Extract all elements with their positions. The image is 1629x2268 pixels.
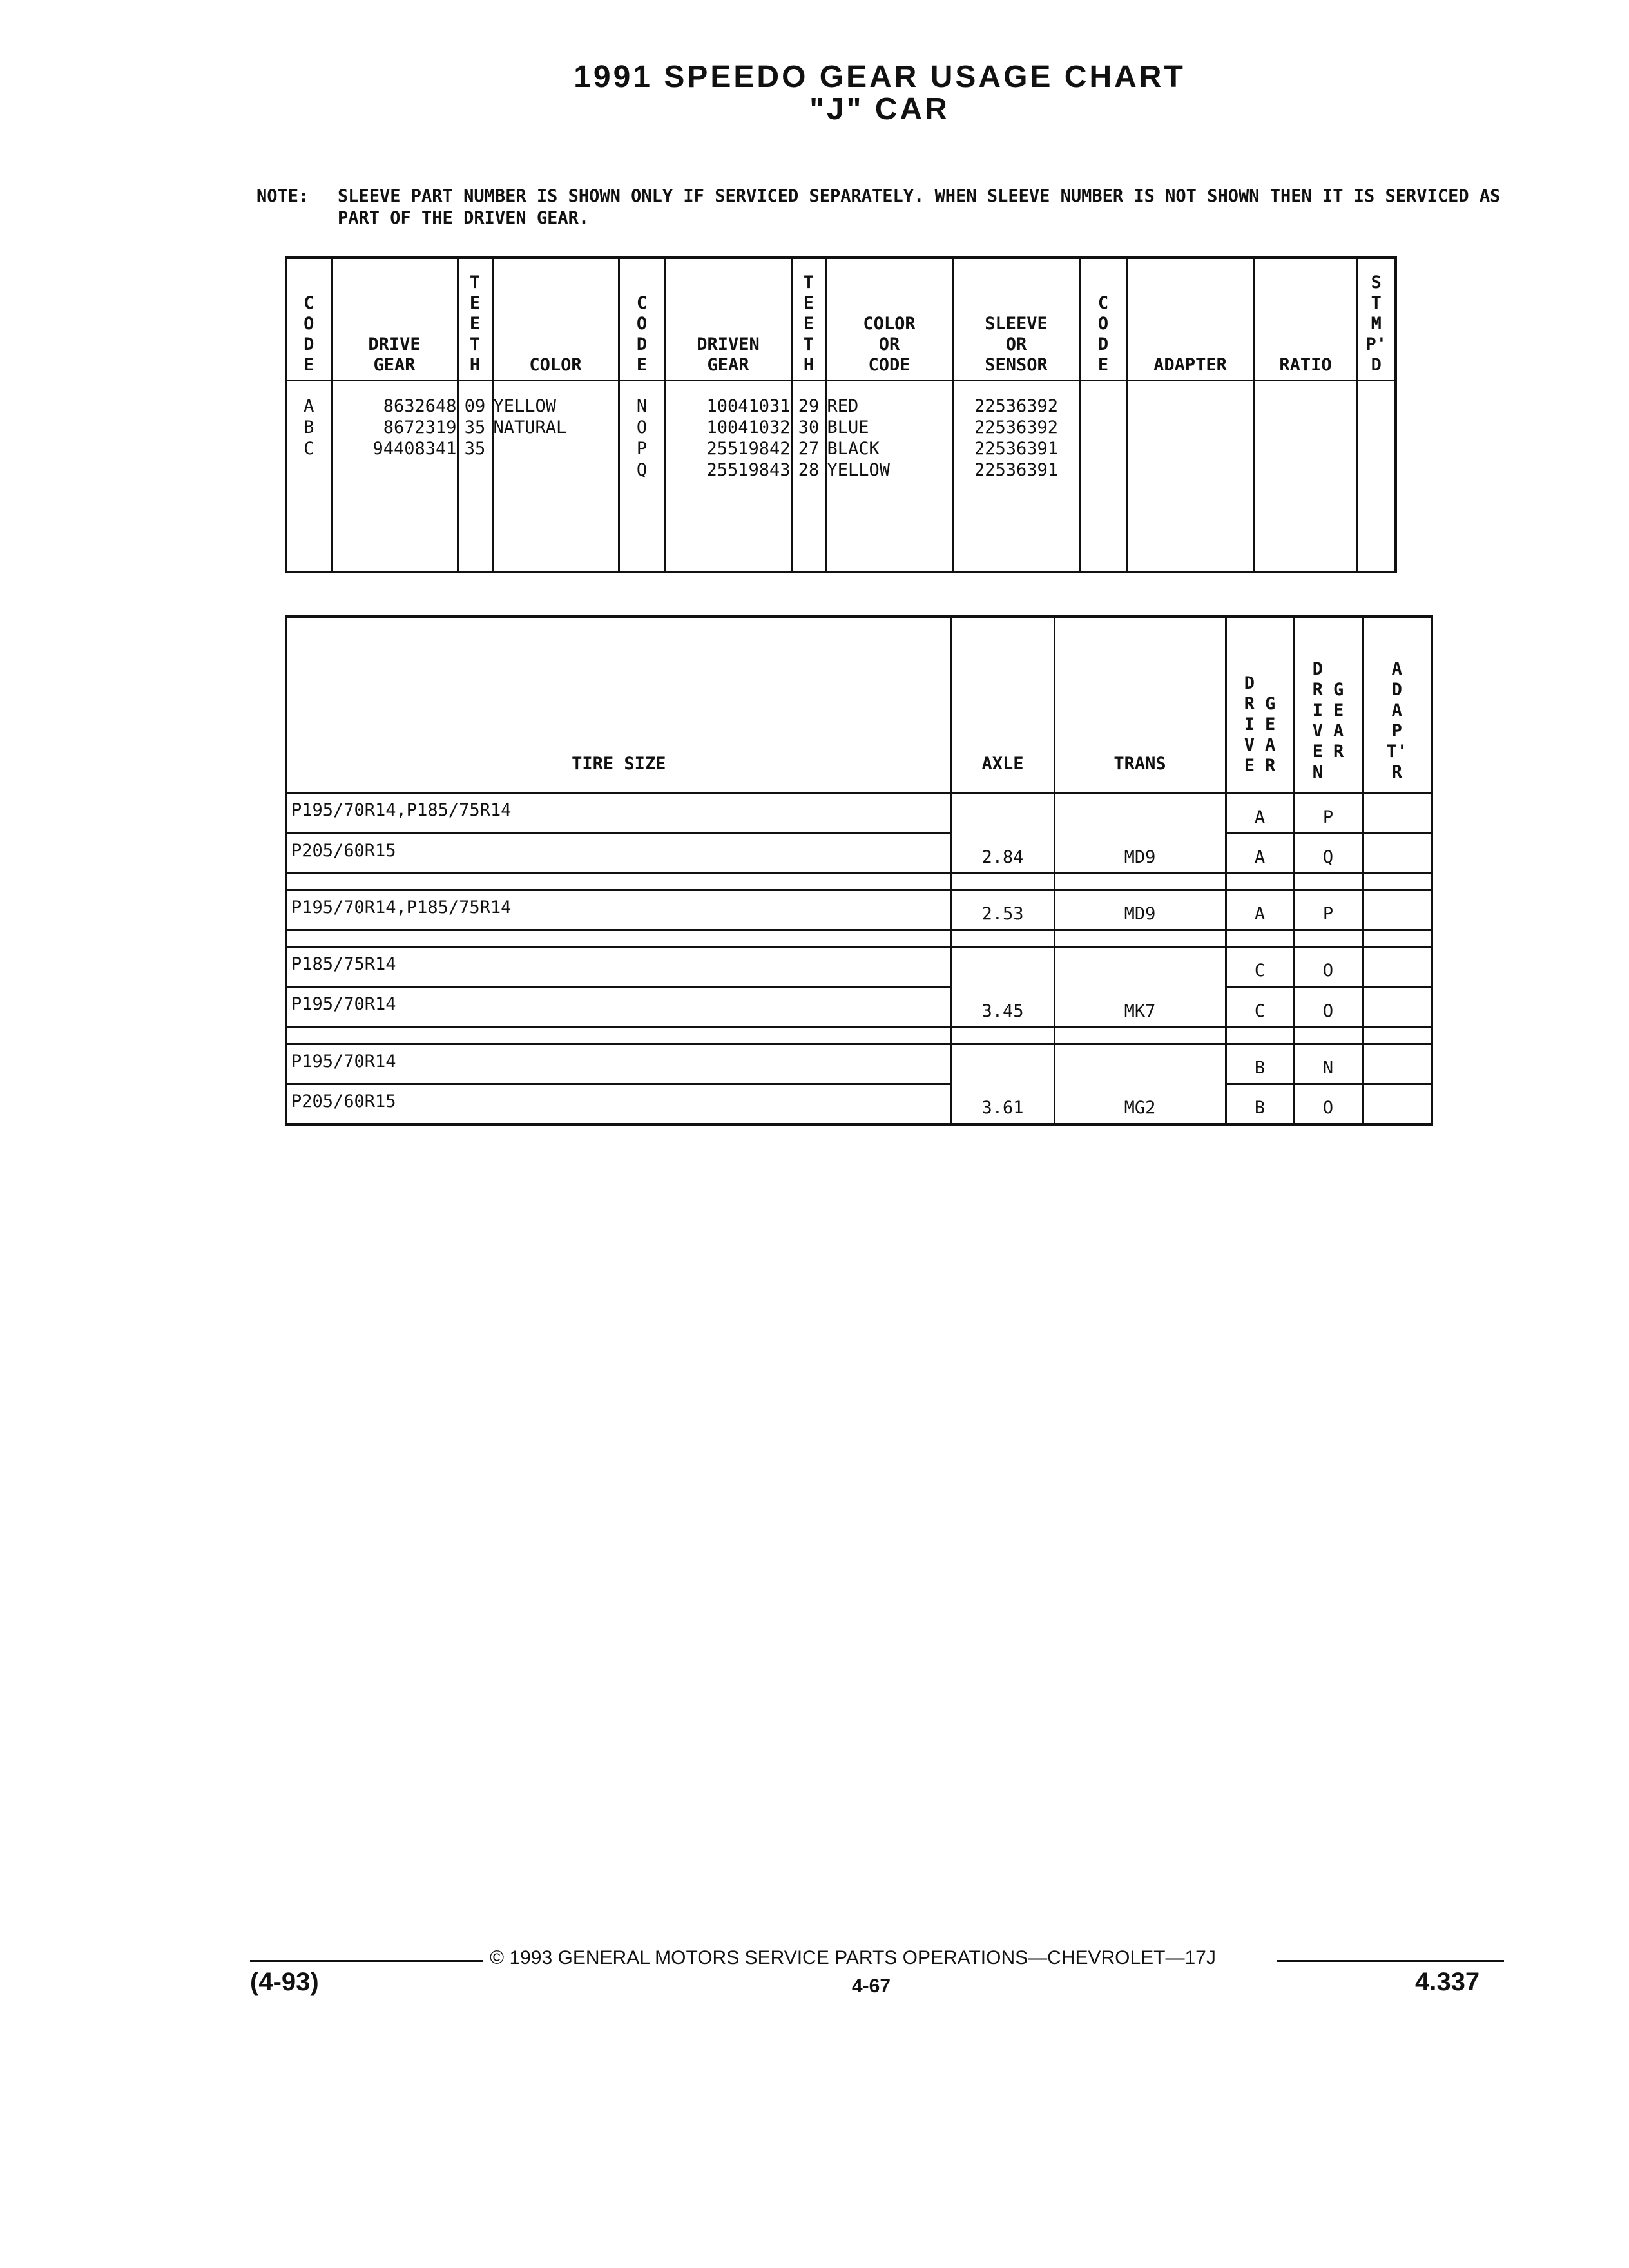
driven-gear-code-cell: P <box>1294 890 1362 930</box>
code-3-cell <box>1080 380 1126 572</box>
header-drive-gear-2 <box>1226 617 1294 793</box>
list-entry: A <box>304 396 314 416</box>
list-entry: 8632648 <box>383 396 457 416</box>
list-entry: D <box>1312 659 1323 680</box>
adapter-code-cell <box>1362 833 1432 873</box>
header-word: CODE <box>868 354 911 375</box>
list-entry: E <box>1244 756 1255 776</box>
list-entry: R <box>1333 742 1344 762</box>
trans-cell: MG2 <box>1054 1044 1226 1124</box>
drive-gear-code-cell: A <box>1226 793 1294 833</box>
list-entry: D <box>1097 334 1109 354</box>
trans-cell: MD9 <box>1054 793 1226 874</box>
list-entry: 28 <box>798 459 820 480</box>
driven-code-cell <box>619 380 665 572</box>
list-entry: C <box>304 293 314 313</box>
header-word: SENSOR <box>985 354 1048 375</box>
gear-table <box>285 256 1397 573</box>
header-driven-gear <box>665 258 791 380</box>
list-entry: E <box>636 354 648 375</box>
group-separator <box>286 873 1432 890</box>
footer-date-code: (4-93) <box>250 1968 319 1996</box>
footer-page-number: 4.337 <box>1415 1968 1480 1996</box>
axle-cell: 2.53 <box>951 890 1054 930</box>
list-entry: E <box>469 293 481 313</box>
list-entry: BLUE <box>827 417 869 437</box>
driven-gear-code-cell: N <box>1294 1044 1362 1084</box>
list-entry: E <box>1312 742 1323 762</box>
list-entry: 09 <box>464 396 486 416</box>
list-entry: YELLOW <box>493 396 557 416</box>
separator-cell <box>286 930 951 947</box>
separator-cell <box>286 1027 951 1044</box>
sleeve-cell <box>952 380 1080 572</box>
footer-copyright: © 1993 GENERAL MOTORS SERVICE PARTS OPERATIONS—CHEVROLET—17J <box>490 1947 1216 1968</box>
list-entry: E <box>469 313 481 334</box>
list-entry: BLACK <box>827 438 880 459</box>
list-entry: E <box>1097 354 1109 375</box>
tire-row <box>286 1044 1432 1084</box>
adapter-code-cell <box>1362 1084 1432 1124</box>
trans-cell: MK7 <box>1054 947 1226 1028</box>
header-word: SLEEVE <box>985 313 1048 334</box>
adapter-code-cell <box>1362 890 1432 930</box>
group-separator <box>286 1027 1432 1044</box>
header-color: COLOR <box>492 258 619 380</box>
drive-color-cell <box>492 380 619 572</box>
tire-row <box>286 833 1432 873</box>
header-teeth-1 <box>458 258 492 380</box>
list-entry: P' <box>1365 334 1387 354</box>
footer-rule-left <box>250 1960 483 1962</box>
list-entry: 25519843 <box>706 459 791 480</box>
header-word: DRIVE <box>368 334 421 354</box>
drive-gear-code-cell: C <box>1226 947 1294 987</box>
list-entry: T <box>469 334 481 354</box>
list-entry: 22536392 <box>974 396 1059 416</box>
driven-teeth-cell <box>791 380 826 572</box>
axle-cell: 2.84 <box>951 793 1054 874</box>
list-entry: 35 <box>464 417 486 437</box>
drive-teeth-cell <box>458 380 492 572</box>
header-adapter: ADAPTER <box>1126 258 1254 380</box>
list-entry: E <box>1333 700 1344 721</box>
list-entry: D <box>1244 673 1255 694</box>
separator-cell <box>286 873 951 890</box>
tire-size-cell: P195/70R14,P185/75R14 <box>286 793 951 833</box>
footer-rule-right <box>1277 1960 1504 1962</box>
adapter-code-cell <box>1362 1044 1432 1084</box>
drive-gear-code-cell: B <box>1226 1044 1294 1084</box>
tire-row <box>286 1084 1432 1124</box>
note-label: NOTE: <box>256 186 309 206</box>
drive-code-cell <box>286 380 331 572</box>
list-entry: A <box>1391 659 1402 680</box>
header-word: DRIVEN <box>697 334 760 354</box>
group-separator <box>286 930 1432 947</box>
tire-size-cell: P205/60R15 <box>286 833 951 873</box>
separator-cell <box>1294 873 1362 890</box>
tire-row <box>286 890 1432 930</box>
adapter-code-cell <box>1362 793 1432 833</box>
list-entry: D <box>304 334 314 354</box>
note-text: SLEEVE PART NUMBER IS SHOWN ONLY IF SERVICED SEPARATELY. WHEN SLEEVE NUMBER IS NOT SHOWN THEN IT IS SERVICED AS PART OF THE DRIVEN GEAR. <box>338 186 1501 228</box>
stmpd-cell <box>1357 380 1396 572</box>
gear-table-header <box>286 258 1396 380</box>
list-entry: 35 <box>464 438 486 459</box>
list-entry: RED <box>827 396 859 416</box>
list-entry: 22536391 <box>974 438 1059 459</box>
separator-cell <box>1294 930 1362 947</box>
list-entry: P <box>1391 721 1402 742</box>
header-drive-gear <box>331 258 458 380</box>
list-entry: A <box>1391 700 1402 721</box>
adapter-code-cell <box>1362 947 1432 987</box>
list-entry: D <box>1391 680 1402 700</box>
list-entry: 30 <box>798 417 820 437</box>
list-entry: A <box>1265 735 1276 756</box>
list-entry: 94408341 <box>372 438 457 459</box>
list-entry: R <box>1265 756 1276 776</box>
axle-cell: 3.45 <box>951 947 1054 1028</box>
header-word: COLOR <box>863 313 916 334</box>
list-entry: G <box>1333 680 1344 700</box>
list-entry: 27 <box>798 438 820 459</box>
header-ratio: RATIO <box>1254 258 1357 380</box>
ratio-cell <box>1254 380 1357 572</box>
driven-gear-code-cell: O <box>1294 1084 1362 1124</box>
tire-size-cell: P195/70R14,P185/75R14 <box>286 890 951 930</box>
list-entry: O <box>1097 313 1109 334</box>
header-stmpd <box>1357 258 1396 380</box>
separator-cell <box>1054 873 1226 890</box>
list-entry: B <box>304 417 314 437</box>
list-entry: D <box>636 334 648 354</box>
header-word: GEAR <box>373 354 416 375</box>
driven-gear-code-cell: Q <box>1294 833 1362 873</box>
list-entry: Q <box>636 459 648 480</box>
list-entry: 25519842 <box>706 438 791 459</box>
list-entry: NATURAL <box>493 417 567 437</box>
list-entry: T <box>803 272 815 293</box>
driven-gear-code-cell: O <box>1294 987 1362 1027</box>
separator-cell <box>1226 873 1294 890</box>
list-entry: O <box>636 313 648 334</box>
tire-table-header <box>286 617 1432 793</box>
list-entry: 22536392 <box>974 417 1059 437</box>
trans-cell: MD9 <box>1054 890 1226 930</box>
list-entry: T <box>803 334 815 354</box>
header-color-or-code <box>826 258 952 380</box>
header-word: GEAR <box>707 354 749 375</box>
list-entry: 29 <box>798 396 820 416</box>
list-entry: M <box>1371 313 1382 334</box>
header-axle: AXLE <box>951 617 1054 793</box>
list-entry: O <box>304 313 314 334</box>
header-teeth-2 <box>791 258 826 380</box>
list-entry: N <box>636 396 648 416</box>
tire-row <box>286 947 1432 987</box>
list-entry: I <box>1244 715 1255 735</box>
adapter-code-cell <box>1362 987 1432 1027</box>
list-entry: E <box>803 293 815 313</box>
separator-cell <box>1362 930 1432 947</box>
list-entry: 8672319 <box>383 417 457 437</box>
tire-row <box>286 987 1432 1027</box>
list-entry: T' <box>1386 742 1407 762</box>
adapter-cell <box>1126 380 1254 572</box>
footer-page-center: 4-67 <box>852 1975 891 1997</box>
list-entry: D <box>1371 354 1382 375</box>
driven-color-cell <box>826 380 952 572</box>
list-entry: A <box>1333 721 1344 742</box>
list-entry: H <box>469 354 481 375</box>
list-entry: R <box>1312 680 1323 700</box>
header-code-2 <box>619 258 665 380</box>
separator-cell <box>1294 1027 1362 1044</box>
header-tire-size: TIRE SIZE <box>286 617 951 793</box>
list-entry: E <box>803 313 815 334</box>
drive-gear-code-cell: A <box>1226 890 1294 930</box>
separator-cell <box>1362 1027 1432 1044</box>
list-entry: 10041031 <box>706 396 791 416</box>
list-entry: C <box>1097 293 1109 313</box>
list-entry: V <box>1244 735 1255 756</box>
list-entry: H <box>803 354 815 375</box>
page-subtitle: "J" CAR <box>809 92 950 126</box>
page-title: 1991 SPEEDO GEAR USAGE CHART <box>574 60 1186 94</box>
tire-size-cell: P195/70R14 <box>286 987 951 1027</box>
list-entry: R <box>1244 694 1255 715</box>
separator-cell <box>1054 930 1226 947</box>
separator-cell <box>1054 1027 1226 1044</box>
list-entry: G <box>1265 694 1276 715</box>
list-entry: T <box>1371 293 1382 313</box>
header-sleeve-or-sensor <box>952 258 1080 380</box>
separator-cell <box>1226 930 1294 947</box>
separator-cell <box>951 873 1054 890</box>
header-driven-gear-2 <box>1294 617 1362 793</box>
driven-gear-cell <box>665 380 791 572</box>
drive-gear-code-cell: C <box>1226 987 1294 1027</box>
tire-row <box>286 793 1432 833</box>
driven-gear-code-cell: O <box>1294 947 1362 987</box>
list-entry: 10041032 <box>706 417 791 437</box>
header-word: OR <box>878 334 900 354</box>
list-entry: P <box>636 438 648 459</box>
header-adaptr <box>1362 617 1432 793</box>
list-entry: C <box>304 438 314 459</box>
driven-gear-code-cell: P <box>1294 793 1362 833</box>
list-entry: E <box>304 354 314 375</box>
separator-cell <box>951 1027 1054 1044</box>
separator-cell <box>1362 873 1432 890</box>
list-entry: S <box>1371 272 1382 293</box>
list-entry: C <box>636 293 648 313</box>
list-entry: I <box>1312 700 1323 721</box>
list-entry: O <box>636 417 648 437</box>
axle-cell: 3.61 <box>951 1044 1054 1124</box>
drive-gear-code-cell: B <box>1226 1084 1294 1124</box>
separator-cell <box>951 930 1054 947</box>
list-entry: T <box>469 272 481 293</box>
list-entry: N <box>1312 762 1323 783</box>
list-entry: V <box>1312 721 1323 742</box>
list-entry: E <box>1265 715 1276 735</box>
tire-size-cell: P205/60R15 <box>286 1084 951 1124</box>
tire-table <box>285 615 1433 1126</box>
header-trans: TRANS <box>1054 617 1226 793</box>
tire-size-cell: P195/70R14 <box>286 1044 951 1084</box>
gear-table-body <box>286 380 1396 572</box>
drive-gear-cell <box>331 380 458 572</box>
drive-gear-code-cell: A <box>1226 833 1294 873</box>
header-code-1 <box>286 258 331 380</box>
separator-cell <box>1226 1027 1294 1044</box>
list-entry: R <box>1391 762 1402 783</box>
list-entry: 22536391 <box>974 459 1059 480</box>
list-entry: YELLOW <box>827 459 891 480</box>
header-word: OR <box>1005 334 1027 354</box>
tire-size-cell: P185/75R14 <box>286 947 951 987</box>
header-code-3 <box>1080 258 1126 380</box>
